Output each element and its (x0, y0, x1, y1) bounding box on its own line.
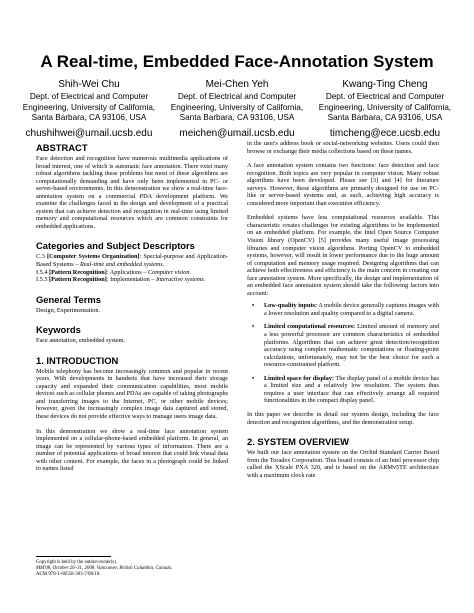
author-institution: Engineering, University of California, (170, 102, 304, 112)
author-dept: Dept. of Electrical and Computer (177, 92, 297, 101)
author-block-2 (158, 79, 316, 140)
general-terms-heading: General Terms (36, 293, 101, 305)
author-email: chushihwei@umail.ucsb.edu (25, 127, 153, 139)
author-email: timcheng@ece.ucsb.edu (329, 127, 441, 139)
body-paragraph: Embedded systems have less computational resources available. This characteristic creates challenges for existing algorithms to be implemented on an embedded platform. For example, the Intel Open Source Computer Vision library (OpenCV) [5] provides many useful image processing libraries and computer vision algorithms. Porting OpenCV to embedded systems, however, will result in lower performance due to the huge amount of computation and memory usage required. Designing algorithms that can achieve both effectiveness and efficiency is the main concern in creating our face annotation system. More specifically, the design and implementation of an embedded face annotation system should take the following factors into account: (247, 214, 439, 297)
copyright-footnote (36, 560, 228, 578)
body-paragraph: in the user's address book or social-networking websites. Users could then browse or exchange their media collections based on these names. (247, 140, 439, 155)
acm-isbn-line: ACM 978-1-60558-303-7/08/10. (36, 571, 101, 577)
body-paragraph: A face annotation system contains two functions: face detection and face recognition. Both topics are very popular in computer vision. Many robust algorithms have been developed. Please see [3] and [4] for literature surveys. However, these algorithms are primarily designed for use on PC-like or server-based systems and, as such, achieving high accuracy is considered more important than execution efficiency. (247, 162, 439, 207)
author-block-3 (306, 79, 464, 140)
author-institution: Engineering, University of California, (318, 102, 452, 112)
bullet-icon: • (252, 323, 255, 331)
introduction-heading: 1. INTRODUCTION (36, 354, 119, 366)
factor-list (247, 302, 439, 405)
right-column (247, 140, 439, 479)
author-city: Santa Barbara, CA 93106, USA (31, 113, 147, 123)
list-item: • Low-quality inputs: A mobile device generally captures images with a lower resolution and quality compared to a digital camera. (252, 302, 439, 317)
author-city: Santa Barbara, CA 93106, USA (327, 113, 443, 123)
copyright-line: Copyright is held by the author/owner(s). (36, 560, 117, 565)
abstract-text: Face detection and recognition have numerous multimedia applications of broad interest, one of which is automatic face annotation. There exist many robust algorithms tackling these problems but most of these algorithms are computationally demanding and have only been implemented in PC- or server-based environments. In this demonstration we show a real-time face-annotation system on a commercial PDA development platform. We examine the challenges faced in the design and development of a practical system that can achieve detection and recognition in real-time using limited memory and computational resources which are common constraints for embedded applications. (36, 155, 228, 230)
bullet-icon: • (252, 374, 255, 382)
body-paragraph: In this paper we describe in detail our system design, including the face detection and recognition algorithms, and the demonstration setup. (247, 410, 439, 426)
list-item: • Limited space for display: The display panel of a mobile device has a limited size and a relatively low resolution. The system thus requires a user interface that can effectively arrange all required functionalities in the compact display panel. (252, 374, 439, 405)
introduction-paragraph: Mobile telephony has become increasingly common and popular in recent years. With developments in handsets that have increased their storage capacity and expanded their communication capabilities, most mobile devices such as cellular phones and PDAs are capable of taking photographs and transferring images to the Internet, PC, or other mobile devices; however, given the increasingly complex image data captured and stored, these devices do not provide effective ways to manage users image data. (36, 367, 228, 421)
footnote-rule (36, 556, 111, 557)
left-column (36, 142, 228, 473)
introduction-paragraph: In this demonstration we show a real-time face annotation system implemented on a cellular-phone-based embedded platform. In general, an image can be represented by various types of information. There are a number of potential applications of broad interest that could link visual data with other content. For example, the faces in a photograph could be linked to names listed (36, 427, 228, 473)
author-institution: Engineering, University of California, (22, 102, 156, 112)
paper-title: A Real-time, Embedded Face-Annotation System (40, 52, 434, 71)
author-city: Santa Barbara, CA 93106, USA (179, 113, 295, 123)
author-name: Kwang-Ting Cheng (342, 79, 428, 90)
category-item: I.5.5 [Pattern Recognition]: Implementation – Interactive systems. (36, 276, 206, 284)
category-item: C.3 [Computer Systems Organization]: Special-purpose and Application-Based Systems – Real-time and embedded systems. (36, 253, 229, 269)
author-name: Shih-Wei Chu (58, 79, 120, 90)
body-paragraph: We built our face annotation system on the Orchid Standard Carrier Board from the Toradex Corporation. This board consists of an Intel processor chip called the XScale PXA 320, and is based on the ARMv5TE architecture with a maximum clock rate (247, 449, 439, 479)
categories-heading: Categories and Subject Descriptors (36, 240, 195, 252)
keywords-heading: Keywords (36, 324, 81, 336)
author-dept: Dept. of Electrical and Computer (325, 92, 445, 101)
general-terms-text: Design, Experimentation. (36, 306, 101, 314)
author-email: meichen@umail.ucsb.edu (179, 127, 295, 139)
keywords-text: Face annotation, embedded system. (36, 337, 126, 345)
author-block-1 (10, 79, 168, 140)
list-item: • Limited computational resources: Limited amount of memory and a less powerful processor are common characteristics of embedded platforms. Algorithms that can achieve great detection/recognition accuracy using complex mathematic computations or floating-point calculations, unfortunately, may not be the best choice for such a resource-constrained platform. (252, 323, 440, 369)
conference-line: MM'08, October 26–31, 2008, Vancouver, British Columbia, Canada. (36, 565, 173, 571)
abstract-heading: ABSTRACT (36, 142, 88, 153)
author-name: Mei-Chen Yeh (205, 79, 269, 90)
author-dept: Dept. of Electrical and Computer (29, 92, 149, 101)
bullet-icon: • (252, 302, 255, 310)
system-overview-heading: 2. SYSTEM OVERVIEW (247, 436, 349, 448)
category-item: I.5.4 [Pattern Recognition]: Applications – Computer vision. (36, 268, 192, 276)
